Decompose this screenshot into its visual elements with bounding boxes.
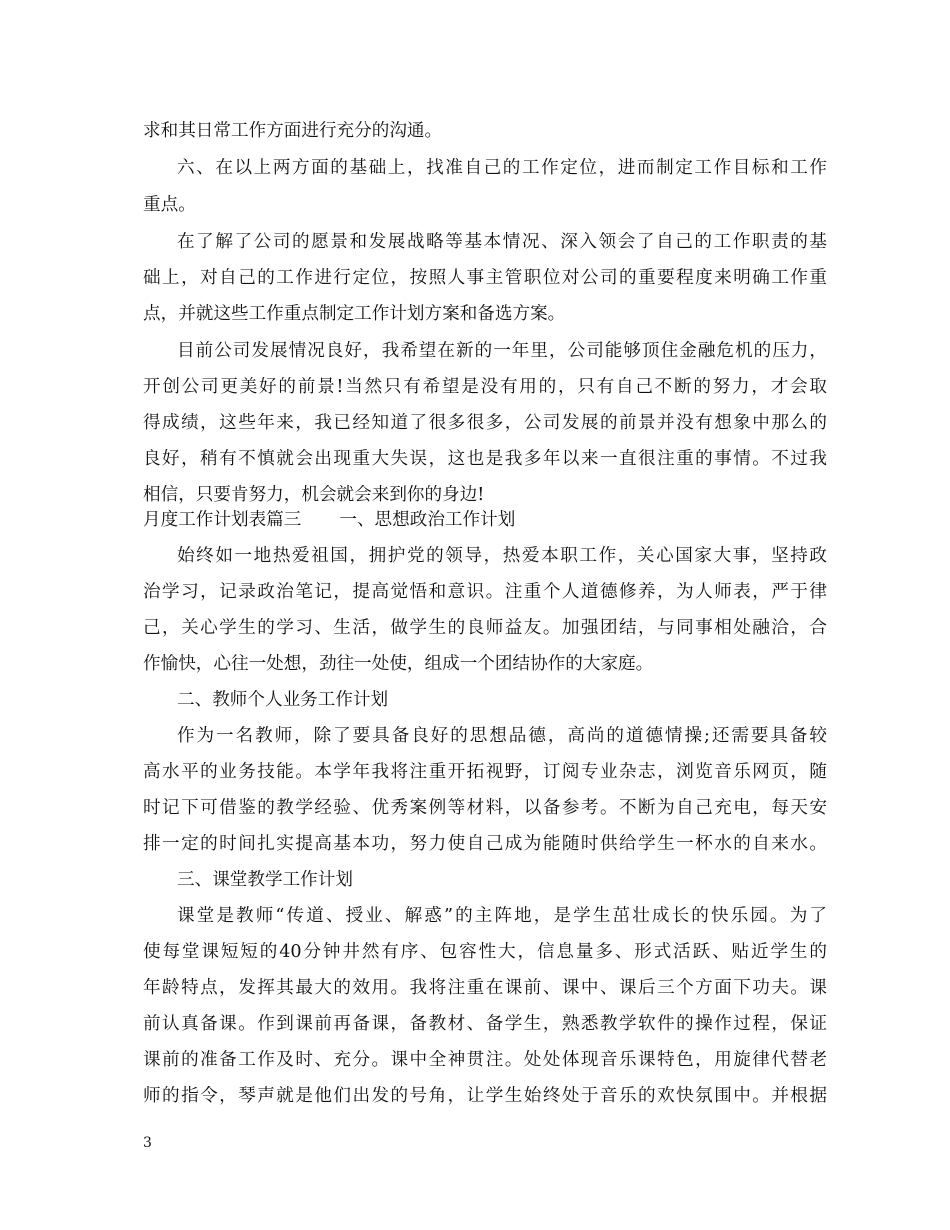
text-line: 前认真备课。作到课前再备课，备教材、备学生，熟悉教学软件的操作过程，保证 [143, 1014, 827, 1034]
text-line: 治学习，记录政治笔记，提高觉悟和意识。注重个人道德修养，为人师表，严于律 [143, 582, 827, 602]
text-line: 六、在以上两方面的基础上，找准自己的工作定位，进而制定工作目标和工作 [177, 158, 827, 178]
text-line: 时记下可借鉴的教学经验、优秀案例等材料，以备参考。不断为自己充电，每天安 [143, 798, 827, 818]
text-line: 作愉快，心往一处想，劲往一处使，组成一个团结协作的大家庭。 [143, 654, 654, 674]
text-line: 求和其日常工作方面进行充分的沟通。 [143, 121, 443, 141]
text-line: 年龄特点，发挥其最大的效用。我将注重在课前、课中、课后三个方面下功夫。课 [143, 978, 827, 998]
article-title: 月度工作计划表篇三 [143, 510, 302, 530]
text-line: 师的指令，琴声就是他们出发的号角，让学生始终处于音乐的欢快氛围中。并根据 [143, 1086, 827, 1106]
section-heading: 三、课堂教学工作计划 [177, 870, 353, 890]
section-heading-row [143, 509, 515, 533]
text-line: 础上，对自己的工作进行定位，按照人事主管职位对公司的重要程度来明确工作重 [143, 268, 827, 288]
text-line: 使每堂课短短的40分钟井然有序、包容性大，信息量多、形式活跃、贴近学生的 [143, 942, 827, 962]
text-line: 高水平的业务技能。本学年我将注重开拓视野，订阅专业杂志，浏览音乐网页，随 [143, 762, 827, 782]
text-line: 始终如一地热爱祖国，拥护党的领导，热爱本职工作，关心国家大事，坚持政 [177, 546, 827, 566]
text-line: 良好，稍有不慎就会出现重大失误，这也是我多年以来一直很注重的事情。不过我 [143, 449, 827, 469]
text-line: 课前的准备工作及时、充分。课中全神贯注。处处体现音乐课特色，用旋律代替老 [143, 1050, 827, 1070]
text-line: 作为一名教师，除了要具备良好的思想品德，高尚的道德情操;还需要具备较 [177, 726, 827, 746]
text-line: 目前公司发展情况良好，我希望在新的一年里，公司能够顶住金融危机的压力， [177, 341, 827, 361]
page-number: 3 [143, 1135, 152, 1151]
text-line: 己，关心学生的学习、生活，做学生的良师益友。加强团结，与同事相处融洽，合 [143, 618, 827, 638]
text-line: 在了解了公司的愿景和发展战略等基本情况、深入领会了自己的工作职责的基 [177, 232, 827, 252]
text-line: 相信，只要肯努力，机会就会来到你的身边! [143, 485, 485, 505]
section-heading: 一、思想政治工作计划 [339, 510, 516, 530]
text-line: 开创公司更美好的前景!当然只有希望是没有用的，只有自己不断的努力，才会取 [143, 377, 827, 397]
text-line: 得成绩，这些年来，我已经知道了很多很多，公司发展的前景并没有想象中那么的 [143, 413, 827, 433]
text-line: 排一定的时间扎实提高基本功，努力使自己成为能随时供给学生一杯水的自来水。 [143, 834, 827, 854]
text-line: 点，并就这些工作重点制定工作计划方案和备选方案。 [143, 304, 566, 324]
text-line: 重点。 [143, 195, 196, 215]
text-line: 课堂是教师“传道、授业、解惑”的主阵地，是学生茁壮成长的快乐园。为了 [177, 906, 827, 926]
section-heading: 二、教师个人业务工作计划 [177, 690, 389, 710]
